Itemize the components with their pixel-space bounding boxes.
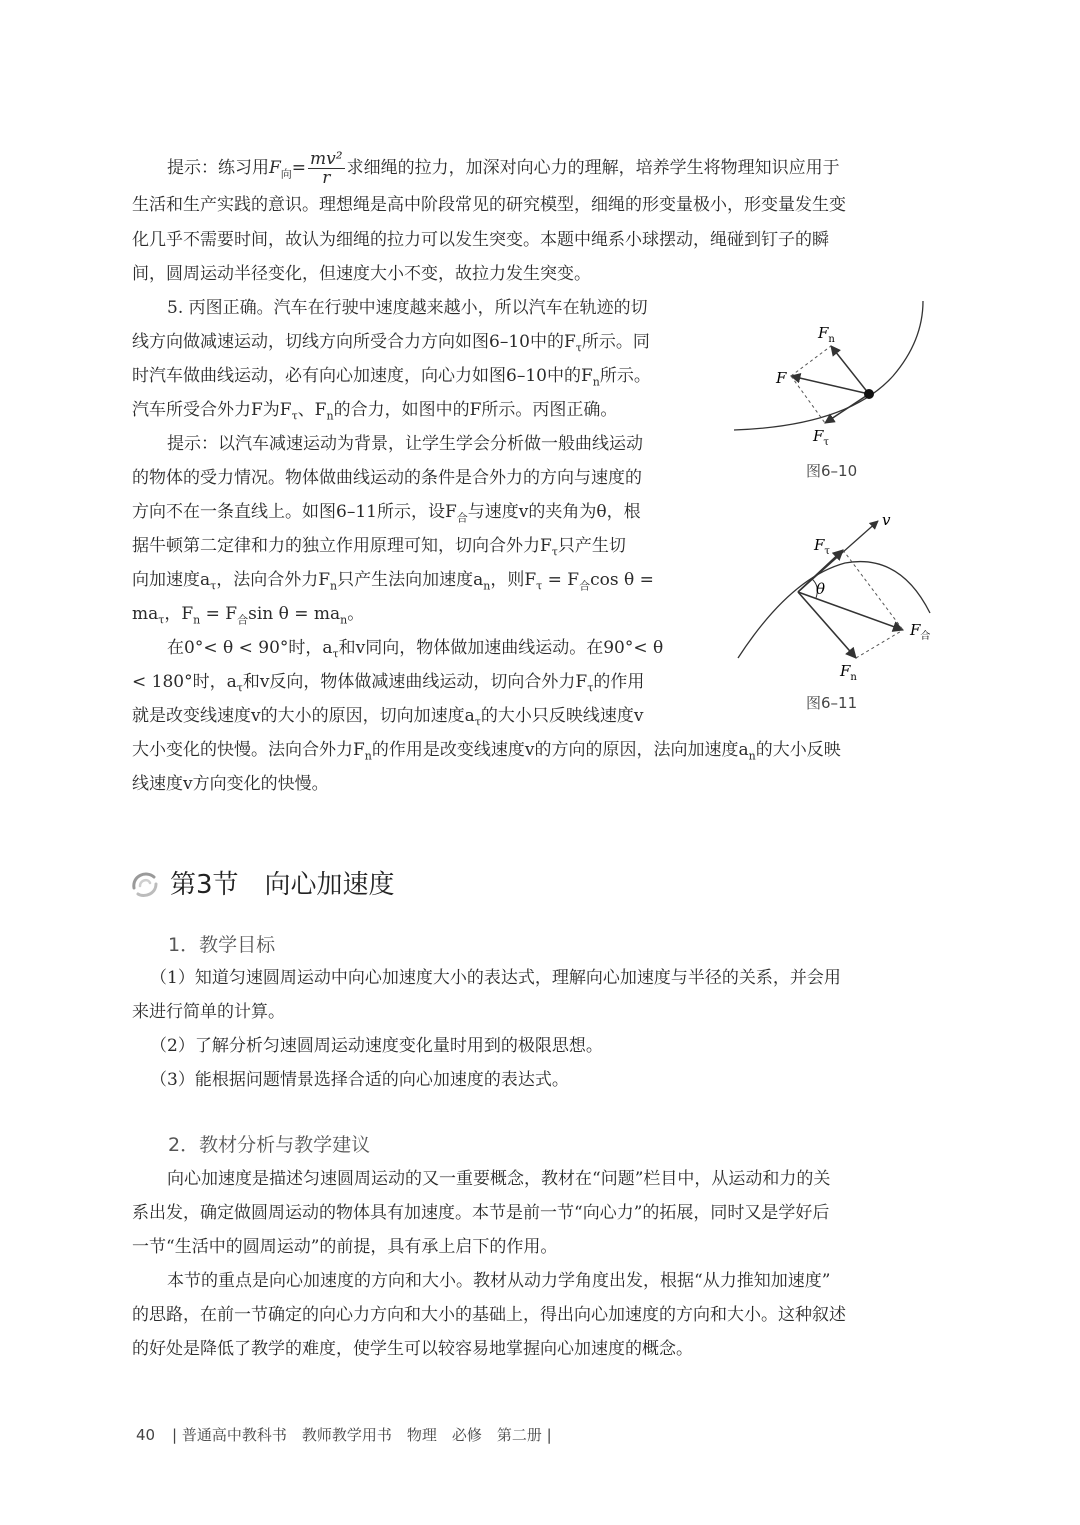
item5-line: 提示：以汽车减速运动为背景，让学生学会分析做一般曲线运动 — [167, 434, 643, 454]
label-Ft: $F_\tau$ — [814, 536, 830, 557]
car-point — [864, 389, 874, 399]
formula-fraction: $\frac{\text{mv²}}{r}$ — [310, 149, 343, 188]
analysis-line: 向心加速度是描述匀速圆周运动的又一重要概念，教材在“问题”栏目中，从运动和力的关 — [167, 1169, 831, 1189]
label-v: v — [882, 511, 891, 529]
item5-line: 的物体的受力情况。物体做曲线运动的条件是合外力的方向与速度的 — [132, 468, 642, 488]
item5-line: 就是改变线速度v的大小的原因，切向加速度$a_\tau$的大小只反映线速度v — [132, 706, 644, 729]
label-Fn: $F_n$ — [818, 324, 835, 345]
analysis-line: 一节“生活中的圆周运动”的前提，具有承上启下的作用。 — [132, 1237, 558, 1257]
hint1-line: 化几乎不需要时间，故认为细绳的拉力可以发生突变。本题中绳系小球摆动，绳碰到钉子的瞬 — [132, 230, 829, 250]
figure-6-10 — [728, 296, 948, 446]
parallelogram-line — [791, 346, 831, 376]
item5-line: < 180°时，$a_\tau$和v反向，物体做减速曲线运动，切向合外力$F_\tau$的作用 — [132, 672, 645, 695]
goal-item: （1）知道匀速圆周运动中向心加速度大小的表达式，理解向心加速度与半径的关系，并会用 — [150, 968, 841, 988]
item5-line: 线速度v方向变化的快慢。 — [132, 774, 329, 794]
label-Fn: $F_n$ — [840, 662, 857, 683]
figure-6-11-caption: 图6–11 — [806, 694, 858, 712]
analysis-heading: 2．教材分析与教学建议 — [168, 1134, 371, 1156]
label-F: F — [776, 369, 787, 387]
goal-item: （3）能根据问题情景选择合适的向心加速度的表达式。 — [150, 1070, 569, 1090]
parallelogram-line — [843, 550, 903, 630]
item5-line: 据牛顿第二定律和力的独立作用原理可知，切向合外力$F_\tau$只产生切 — [132, 536, 626, 559]
item5-line: 向加速度$a_\tau$，法向合外力$F_n$只产生法向加速度$a_n$，则$F_\tau = F_合\cos$ θ = — [132, 570, 654, 593]
label-Fhe: $F_合$ — [910, 621, 931, 642]
trajectory-curve — [738, 562, 930, 658]
goal-item: 来进行简单的计算。 — [132, 1002, 285, 1022]
goal-item: （2）了解分析匀速圆周运动速度变化量时用到的极限思想。 — [150, 1036, 603, 1056]
trajectory-curve — [734, 301, 923, 430]
label-Ft: $F_\tau$ — [813, 427, 829, 446]
item5-line: 在0°< θ < 90°时，$a_\tau$和v同向，物体做加速曲线运动。在90°< θ — [167, 638, 664, 661]
analysis-line: 本节的重点是向心加速度的方向和大小。教材从动力学角度出发，根据“从力推知加速度” — [167, 1271, 831, 1291]
section-title: 第3节 向心加速度 — [170, 870, 395, 900]
footer-book-title: | 普通高中教科书 教师教学用书 物理 必修 第二册 | — [172, 1426, 552, 1444]
item5-line: 5. 丙图正确。汽车在行驶中速度越来越小，所以汽车在轨迹的切 — [167, 298, 648, 318]
analysis-line: 的思路，在前一节确定的向心力方向和大小的基础上，得出向心加速度的方向和大小。这种叙述 — [132, 1305, 846, 1325]
hint1-line: 生活和生产实践的意识。理想绳是高中阶段常见的研究模型，细绳的形变量极小，形变量发生变 — [132, 195, 846, 215]
page-number: 40 — [136, 1426, 156, 1444]
item5-line: 方向不在一条直线上。如图6–11所示，设$F_合$与速度v的夹角为θ，根 — [132, 502, 641, 525]
force-Ft-arrow — [825, 394, 869, 423]
section-swirl-icon — [128, 868, 162, 902]
label-theta: θ — [816, 580, 826, 598]
item5-line: $ma_\tau$，$F_n = F_合\sin$ $\theta = ma_n$。 — [132, 604, 365, 627]
figure-6-11 — [730, 508, 945, 688]
figure-6-10-caption: 图6–10 — [806, 462, 858, 480]
parallelogram-line — [856, 630, 903, 658]
goals-heading: 1．教学目标 — [168, 934, 276, 956]
hint1-line: 间，圆周运动半径变化，但速度大小不变，故拉力发生突变。 — [132, 264, 591, 284]
item5-line: 汽车所受合外力F为$F_\tau$、$F_n$的合力，如图中的F所示。丙图正确。 — [132, 400, 618, 423]
analysis-line: 的好处是降低了教学的难度，使学生可以较容易地掌握向心加速度的概念。 — [132, 1339, 693, 1359]
hint1-first-line: 提示：练习用$F_向=$ $\frac{\text{mv²}}{r}$ 求细绳的拉力，加深对向心力的理解，培养学生将物理知识应用于 — [167, 149, 840, 188]
item5-line: 线方向做减速运动，切线方向所受合力方向如图6–10中的$F_\tau$所示。同 — [132, 332, 650, 355]
analysis-line: 系出发，确定做圆周运动的物体具有加速度。本节是前一节“向心力”的拓展，同时又是学好后 — [132, 1203, 830, 1223]
item5-line: 大小变化的快慢。法向合外力$F_n$的作用是改变线速度v的方向的原因，法向加速度$a_n$的大小反映 — [132, 740, 841, 763]
item5-line: 时汽车做曲线运动，必有向心加速度，向心力如图6–10中的$F_n$所示。 — [132, 366, 651, 389]
